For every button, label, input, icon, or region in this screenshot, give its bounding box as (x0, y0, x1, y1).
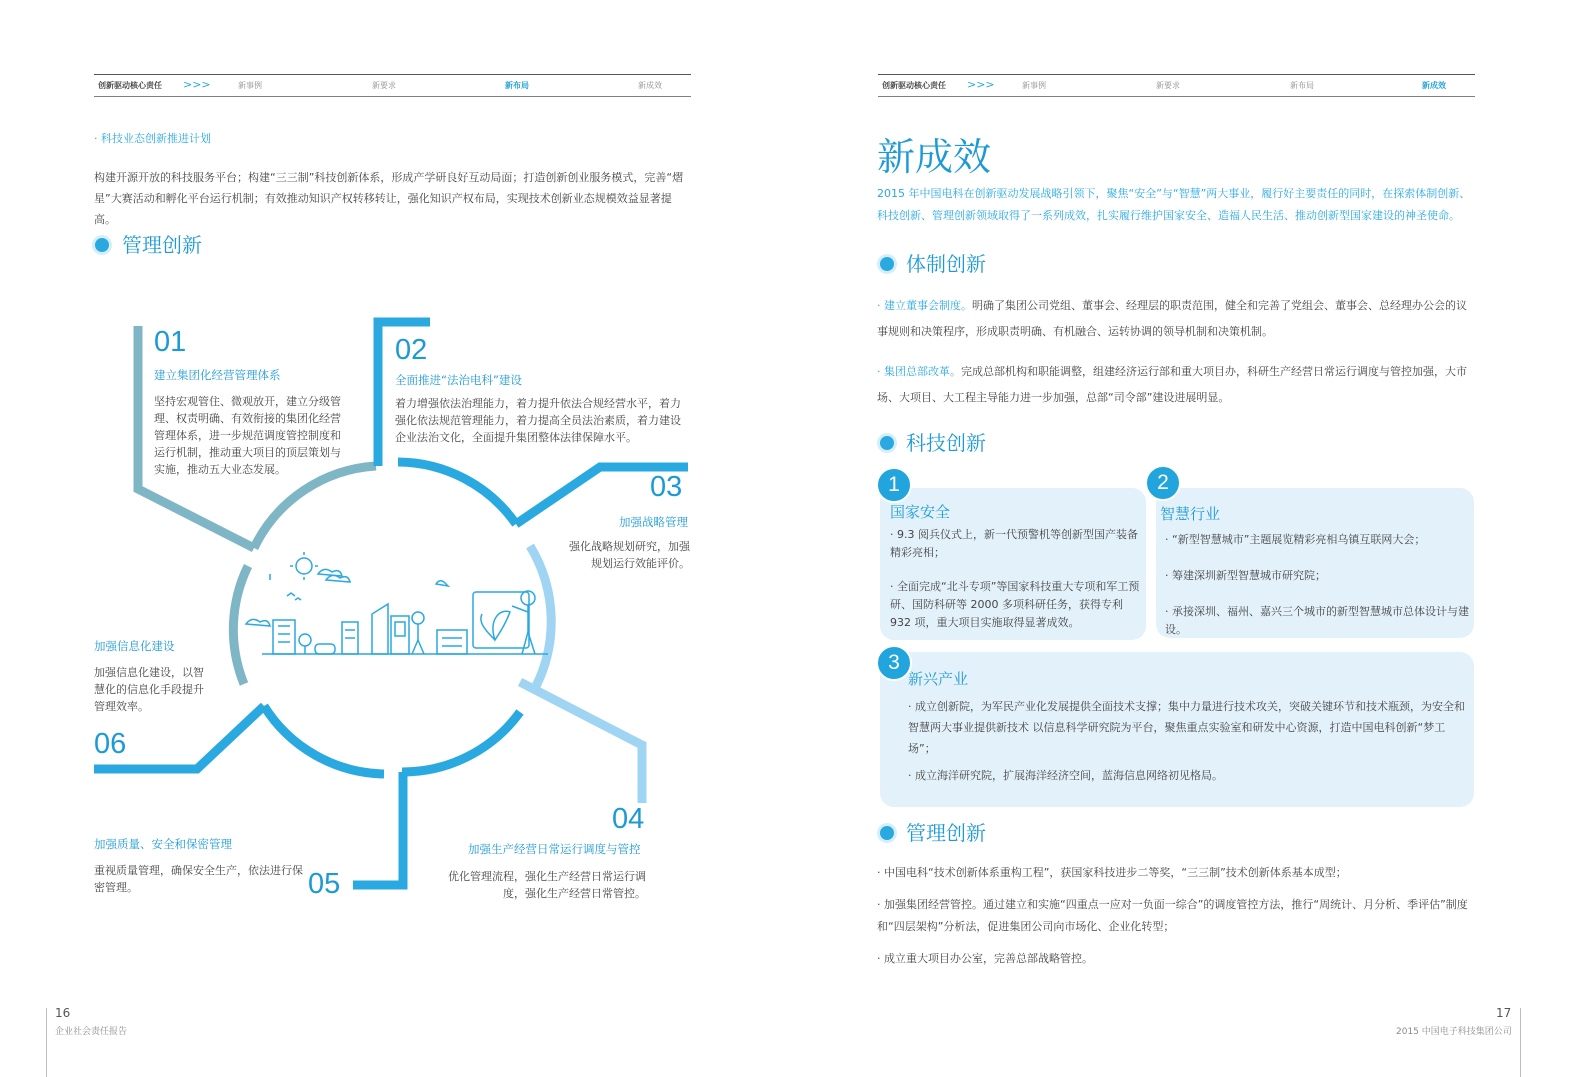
system-para-1-body: 明确了集团公司党组、董事会、经理层的职责范围，健全和完善了党组会、董事会、总经理办公会的议事规则和决策程序，形成职责明确、有机融合、运转协调的领导机制和决策机制。 (877, 299, 1467, 338)
item-02-number: 02 (395, 334, 428, 366)
item-05-title: 加强质量、安全和保密管理 (94, 837, 232, 851)
arc-05 (264, 706, 384, 774)
card-1-item-2: · 全面完成“北斗专项”等国家科技重大专项和军工预研、国防科研等 2000 多项科研任务，获得专利 932 项，重大项目实施取得显著成效。 (890, 580, 1140, 629)
system-para-1 (877, 293, 1477, 345)
item-04-title: 加强生产经营日常运行调度与管控 (468, 842, 641, 856)
intro-paragraph: 构建开源开放的科技服务平台；构建“三三制”科技创新体系，形成产学研良好互动局面；打造创新创业服务模式，完善“熠星”大赛活动和孵化平台运行机制；有效推动知识产权转移转让，强化知识产权布局，实现技术创新业态规模效益显著提高。 (94, 171, 684, 226)
arc-06 (233, 566, 248, 684)
section-title-system: 体制创新 (906, 252, 986, 276)
item-01-number: 01 (154, 326, 187, 358)
card-2-item-3: · 承接深圳、福州、嘉兴三个城市的新型智慧城市总体设计与建设。 (1165, 605, 1469, 636)
header-top-rule (878, 74, 1475, 75)
arc-02 (398, 462, 516, 524)
card-2-badge: 2 (1145, 465, 1181, 501)
connector-05 (353, 772, 403, 885)
arc-04 (402, 712, 520, 772)
footer-right: 2015 中国电子科技集团公司 (1396, 1027, 1512, 1037)
results-intro: 2015 年中国电科在创新驱动发展战略引领下，聚焦“安全”与“智慧”两大事业，履行好主要责任的同时，在探索体制创新、科技创新、管理创新领域取得了一系列成效，扎实履行维护国家安全、造福人民生活、推动创新型国家建设的神圣使命。 (877, 187, 1471, 222)
header-brand: 创新驱动核心责任 (882, 81, 946, 90)
item-02-title: 全面推进“法治电科”建设 (395, 373, 522, 387)
tab-new-case[interactable]: 新事例 (238, 81, 262, 90)
card-1-title: 国家安全 (890, 503, 951, 521)
footer-rule-right (1520, 1008, 1521, 1077)
item-04-text: 优化管理流程，强化生产经营日常运行调度，强化生产经营日常管控。 (448, 870, 646, 900)
tab-new-requirement[interactable]: 新要求 (1156, 81, 1180, 90)
page-title: 新成效 (877, 135, 992, 179)
section-dot (880, 826, 894, 840)
card-3-item-2: · 成立海洋研究院，扩展海洋经济空间，蓝海信息网络初见格局。 (908, 769, 1223, 782)
card-3-title: 新兴产业 (908, 670, 969, 688)
header-arrows: >>> (183, 78, 211, 91)
item-06-title: 加强信息化建设 (94, 639, 175, 653)
management-item-3: · 成立重大项目办公室，完善总部战略管控。 (877, 952, 1093, 965)
card-1-badge: 1 (876, 467, 912, 503)
arc-01 (254, 466, 376, 548)
card-3-item-1: · 成立创新院，为军民产业化发展提供全面技术支撑；集中力量进行技术攻关，突破关键环节和技术瓶颈，为安全和智慧两大事业提供新技术 以信息科学研究院为平台，聚焦重点实验室和研发中心资源，打造中国电科创新“梦工场”； (908, 700, 1465, 755)
section-title-management: 管理创新 (906, 821, 986, 845)
item-01-text: 坚持宏观管住、微观放开，建立分级管理、权责明确、有效衔接的集团化经营管理体系，进一步规范调度管控制度和运行机制，推动重大项目的顶层策划与实施，推动五大业态发展。 (154, 395, 341, 476)
item-04-number: 04 (612, 803, 645, 835)
system-para-2-body: 完成总部机构和职能调整，组建经济运行部和重大项目办，科研生产经营日常运行调度与管控加强，大市场、大项目、大工程主导能力进一步加强，总部“司令部”建设进展明显。 (877, 365, 1467, 404)
section-title-tech: 科技创新 (906, 431, 986, 455)
management-item-1: · 中国电科“技术创新体系重构工程”，获国家科技进步二等奖，“三三制”技术创新体系基本成型； (877, 866, 1347, 879)
section-dot (880, 257, 894, 271)
connector-04 (520, 682, 642, 803)
tab-new-results[interactable]: 新成效 (1422, 81, 1446, 90)
header-arrows: >>> (967, 78, 995, 91)
tab-new-layout[interactable]: 新布局 (505, 81, 529, 90)
item-03-number: 03 (650, 471, 683, 503)
management-item-2: · 加强集团经营管控。通过建立和实施“四重点一应对一负面一综合”的调度管控方法，推行“周统计、月分析、季评估”制度和“四层架构”分析法，促进集团公司向市场化、企业化转型； (877, 898, 1468, 933)
system-para-1-head: · 建立董事会制度。 (877, 299, 972, 312)
card-3-badge: 3 (876, 645, 912, 681)
tab-new-requirement[interactable]: 新要求 (372, 81, 396, 90)
city-illustration (246, 552, 548, 654)
item-02-text: 着力增强依法治理能力，着力提升依法合规经营水平，着力强化依法规范管理能力，着力提高全员法治素质，着力建设企业法治文化，全面提升集团整体法律保障水平。 (395, 397, 681, 444)
section-dot (880, 436, 894, 450)
card-2-title: 智慧行业 (1160, 505, 1221, 523)
footer-rule-left (46, 1008, 47, 1077)
item-01-title: 建立集团化经营管理体系 (154, 368, 281, 382)
item-05-number: 05 (308, 868, 341, 900)
header-bottom-rule (878, 96, 1475, 97)
card-1-item-1: · 9.3 阅兵仪式上，新一代预警机等创新型国产装备精彩亮相； (890, 528, 1138, 559)
tab-new-layout[interactable]: 新布局 (1290, 81, 1314, 90)
section-title-management: 管理创新 (122, 233, 202, 257)
page-number-right: 17 (1496, 1006, 1512, 1020)
item-03-title: 加强战略管理 (619, 515, 688, 529)
item-06-text: 加强信息化建设，以智慧化的信息化手段提升管理效率。 (94, 666, 204, 713)
bullet-heading: · 科技业态创新推进计划 (94, 132, 211, 145)
system-para-2 (877, 359, 1477, 411)
system-para-2-head: · 集团总部改革。 (877, 365, 961, 378)
tab-new-case[interactable]: 新事例 (1022, 81, 1046, 90)
card-2-item-2: · 筹建深圳新型智慧城市研究院； (1165, 569, 1326, 582)
card-2-item-1: · “新型智慧城市”主题展览精彩亮相乌镇互联网大会； (1165, 533, 1426, 546)
page-number-left: 16 (55, 1006, 71, 1020)
item-03-text: 强化战略规划研究，加强规划运行效能评价。 (569, 540, 690, 570)
tab-new-results[interactable]: 新成效 (638, 81, 662, 90)
item-05-text: 重视质量管理，确保安全生产，依法进行保密管理。 (94, 864, 303, 894)
item-06-number: 06 (94, 728, 127, 760)
arc-03 (530, 546, 551, 690)
footer-left: 企业社会责任报告 (55, 1027, 128, 1037)
header-brand: 创新驱动核心责任 (98, 81, 162, 90)
